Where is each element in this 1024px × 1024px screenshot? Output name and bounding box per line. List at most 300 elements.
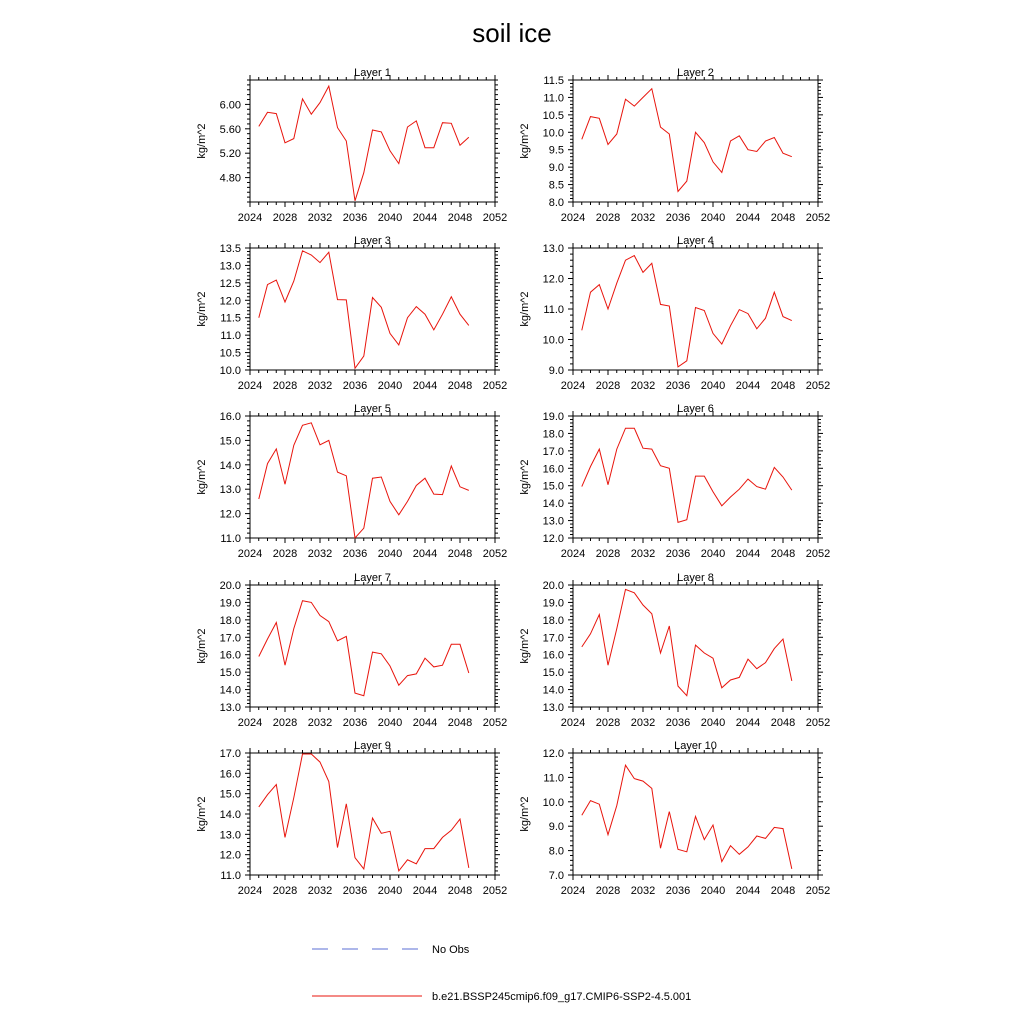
y-tick-label: 11.5 xyxy=(220,312,241,325)
y-tick-label: 15.0 xyxy=(542,480,564,493)
x-tick-label: 2048 xyxy=(447,717,473,729)
data-point xyxy=(704,142,705,143)
data-point xyxy=(660,848,661,849)
x-tick-label: 2036 xyxy=(342,212,368,224)
data-point xyxy=(765,489,766,490)
data-point xyxy=(337,847,338,848)
data-point xyxy=(433,848,434,849)
data-point xyxy=(468,325,469,326)
x-tick-label: 2032 xyxy=(630,380,656,392)
y-tick-label: 16.0 xyxy=(219,768,241,781)
data-point xyxy=(677,522,678,523)
x-tick-label: 2048 xyxy=(770,717,796,729)
panel-layer-3 xyxy=(196,235,507,392)
y-tick-label: 9.5 xyxy=(548,144,564,157)
panel-layer-4 xyxy=(519,235,830,392)
y-tick-label: 6.00 xyxy=(219,99,241,112)
data-point xyxy=(311,602,312,603)
data-point xyxy=(328,781,329,782)
y-tick-label: 11.0 xyxy=(543,772,564,785)
data-point xyxy=(346,299,347,300)
y-tick-label: 7.0 xyxy=(548,870,564,882)
x-tick-label: 2052 xyxy=(805,717,831,729)
data-point xyxy=(686,695,687,696)
data-point xyxy=(651,263,652,264)
x-tick-label: 2044 xyxy=(735,717,761,729)
x-tick-label: 2040 xyxy=(700,380,726,392)
plot-frame xyxy=(573,80,818,202)
data-point xyxy=(381,833,382,834)
data-point xyxy=(381,131,382,132)
x-tick-label: 2036 xyxy=(342,717,368,729)
x-tick-label: 2028 xyxy=(595,885,621,897)
y-tick-label: 18.0 xyxy=(219,614,241,627)
data-point xyxy=(293,138,294,139)
panel-layer-10 xyxy=(519,740,830,897)
legend xyxy=(312,944,691,1003)
data-point xyxy=(459,818,460,819)
panel-layer-7 xyxy=(196,572,507,729)
data-point xyxy=(791,156,792,157)
y-tick-label: 12.0 xyxy=(219,295,241,308)
data-point xyxy=(276,622,277,623)
data-point xyxy=(267,794,268,795)
y-tick-label: 12.0 xyxy=(219,849,241,862)
x-tick-label: 2052 xyxy=(482,212,508,224)
data-point xyxy=(267,112,268,113)
data-point xyxy=(642,97,643,98)
x-tick-label: 2048 xyxy=(447,212,473,224)
x-tick-label: 2032 xyxy=(307,380,333,392)
y-tick-label: 19.0 xyxy=(542,597,564,610)
data-point xyxy=(730,140,731,141)
y-tick-label: 14.0 xyxy=(219,459,241,472)
data-point xyxy=(747,658,748,659)
panels xyxy=(196,67,830,897)
data-point xyxy=(581,486,582,487)
data-point xyxy=(686,360,687,361)
data-point xyxy=(599,804,600,805)
x-tick-label: 2040 xyxy=(377,380,403,392)
data-point xyxy=(372,478,373,479)
y-tick-label: 10.0 xyxy=(219,365,241,377)
data-point xyxy=(660,304,661,305)
data-point xyxy=(276,784,277,785)
plot-frame xyxy=(250,585,495,707)
y-tick-label: 12.0 xyxy=(542,273,564,286)
panel-layer-9 xyxy=(196,740,507,897)
data-point xyxy=(276,448,277,449)
data-point xyxy=(319,262,320,263)
x-tick-label: 2032 xyxy=(630,885,656,897)
data-point xyxy=(293,281,294,282)
panel-title: Layer 3 xyxy=(354,235,391,247)
data-point xyxy=(302,753,303,754)
data-point xyxy=(328,86,329,87)
x-tick-label: 2044 xyxy=(735,885,761,897)
series-line xyxy=(582,428,792,522)
x-tick-label: 2048 xyxy=(447,548,473,560)
data-point xyxy=(267,638,268,639)
data-point xyxy=(669,811,670,812)
data-point xyxy=(416,485,417,486)
data-point xyxy=(704,652,705,653)
data-point xyxy=(363,868,364,869)
data-point xyxy=(739,309,740,310)
data-point xyxy=(311,422,312,423)
data-point xyxy=(459,486,460,487)
y-tick-label: 13.0 xyxy=(219,829,241,842)
data-point xyxy=(756,151,757,152)
series-line xyxy=(259,86,469,201)
data-point xyxy=(372,297,373,298)
data-point xyxy=(293,797,294,798)
plot-frame xyxy=(573,753,818,875)
x-tick-label: 2044 xyxy=(412,885,438,897)
panel-title: Layer 10 xyxy=(674,740,717,752)
data-point xyxy=(372,129,373,130)
data-point xyxy=(651,613,652,614)
x-tick-label: 2044 xyxy=(735,548,761,560)
y-tick-label: 14.0 xyxy=(542,684,564,697)
y-tick-label: 16.0 xyxy=(542,649,564,662)
data-point xyxy=(686,519,687,520)
data-point xyxy=(747,846,748,847)
data-point xyxy=(669,133,670,134)
data-point xyxy=(276,279,277,280)
x-tick-label: 2036 xyxy=(342,548,368,560)
x-tick-label: 2044 xyxy=(735,380,761,392)
y-tick-label: 13.0 xyxy=(542,702,564,714)
y-tick-label: 8.5 xyxy=(548,179,564,192)
y-axis-label: kg/m^2 xyxy=(196,123,208,159)
data-point xyxy=(276,113,277,114)
data-point xyxy=(730,496,731,497)
y-tick-label: 4.80 xyxy=(219,172,241,185)
data-point xyxy=(416,863,417,864)
data-point xyxy=(337,299,338,300)
data-point xyxy=(398,514,399,515)
data-point xyxy=(302,250,303,251)
data-point xyxy=(782,316,783,317)
data-point xyxy=(381,476,382,477)
data-point xyxy=(363,695,364,696)
x-tick-label: 2052 xyxy=(805,885,831,897)
data-point xyxy=(774,292,775,293)
data-point xyxy=(581,139,582,140)
legend-label-model: b.e21.BSSP245cmip6.f09_g17.CMIP6-SSP2-4.5.001 xyxy=(432,991,692,1003)
data-point xyxy=(451,465,452,466)
x-tick-label: 2048 xyxy=(447,380,473,392)
x-tick-label: 2032 xyxy=(307,548,333,560)
data-point xyxy=(258,656,259,657)
panel-layer-2 xyxy=(519,67,830,224)
data-point xyxy=(381,653,382,654)
data-point xyxy=(721,505,722,506)
data-point xyxy=(581,646,582,647)
x-tick-label: 2036 xyxy=(665,212,691,224)
data-point xyxy=(590,292,591,293)
x-tick-label: 2028 xyxy=(272,717,298,729)
data-point xyxy=(389,831,390,832)
data-point xyxy=(721,861,722,862)
data-point xyxy=(302,425,303,426)
x-tick-label: 2036 xyxy=(665,548,691,560)
data-point xyxy=(433,329,434,330)
data-point xyxy=(669,468,670,469)
data-point xyxy=(791,489,792,490)
x-tick-label: 2032 xyxy=(630,548,656,560)
y-tick-label: 19.0 xyxy=(542,411,564,423)
data-point xyxy=(774,137,775,138)
data-point xyxy=(599,284,600,285)
data-point xyxy=(712,161,713,162)
series-line xyxy=(259,754,469,871)
data-point xyxy=(616,282,617,283)
y-tick-label: 18.0 xyxy=(542,428,564,441)
y-axis-label: kg/m^2 xyxy=(196,796,208,832)
data-point xyxy=(599,614,600,615)
data-point xyxy=(328,621,329,622)
data-point xyxy=(765,140,766,141)
data-point xyxy=(311,753,312,754)
y-tick-label: 11.0 xyxy=(220,533,241,545)
x-tick-label: 2036 xyxy=(665,380,691,392)
data-point xyxy=(319,102,320,103)
data-point xyxy=(293,445,294,446)
x-tick-label: 2036 xyxy=(665,885,691,897)
data-point xyxy=(599,118,600,119)
panel-title: Layer 4 xyxy=(677,235,714,247)
figure-title: soil ice xyxy=(472,18,552,48)
data-point xyxy=(284,142,285,143)
data-point xyxy=(721,343,722,344)
y-tick-label: 11.5 xyxy=(543,75,564,87)
plot-frame xyxy=(250,248,495,370)
data-point xyxy=(660,652,661,653)
data-point xyxy=(258,498,259,499)
y-tick-label: 17.0 xyxy=(542,445,564,458)
data-point xyxy=(695,645,696,646)
data-point xyxy=(468,137,469,138)
data-point xyxy=(660,126,661,127)
y-tick-label: 12.0 xyxy=(542,533,564,545)
data-point xyxy=(774,467,775,468)
data-point xyxy=(677,191,678,192)
y-tick-label: 13.0 xyxy=(219,702,241,714)
x-tick-label: 2040 xyxy=(700,548,726,560)
data-point xyxy=(747,313,748,314)
data-point xyxy=(616,628,617,629)
data-point xyxy=(354,200,355,201)
y-tick-label: 15.0 xyxy=(219,788,241,801)
data-point xyxy=(424,658,425,659)
x-tick-label: 2052 xyxy=(482,717,508,729)
data-point xyxy=(721,172,722,173)
data-point xyxy=(590,466,591,467)
data-point xyxy=(284,665,285,666)
data-point xyxy=(468,867,469,868)
y-tick-label: 15.0 xyxy=(219,667,241,680)
data-point xyxy=(625,765,626,766)
data-point xyxy=(337,472,338,473)
data-point xyxy=(747,478,748,479)
x-tick-label: 2028 xyxy=(595,548,621,560)
data-point xyxy=(258,806,259,807)
data-point xyxy=(354,537,355,538)
data-point xyxy=(616,805,617,806)
data-point xyxy=(581,815,582,816)
data-point xyxy=(398,163,399,164)
x-tick-label: 2048 xyxy=(770,548,796,560)
x-tick-label: 2052 xyxy=(805,212,831,224)
x-tick-label: 2048 xyxy=(770,885,796,897)
data-point xyxy=(695,476,696,477)
data-point xyxy=(363,528,364,529)
data-point xyxy=(669,305,670,306)
x-tick-label: 2024 xyxy=(237,212,263,224)
y-tick-label: 11.0 xyxy=(220,330,241,343)
data-point xyxy=(346,636,347,637)
data-point xyxy=(695,816,696,817)
data-point xyxy=(739,854,740,855)
data-point xyxy=(607,144,608,145)
x-tick-label: 2040 xyxy=(377,717,403,729)
data-point xyxy=(590,633,591,634)
x-tick-label: 2044 xyxy=(412,548,438,560)
data-point xyxy=(354,368,355,369)
data-point xyxy=(677,849,678,850)
x-tick-label: 2052 xyxy=(482,548,508,560)
y-tick-label: 13.0 xyxy=(219,260,241,273)
data-point xyxy=(686,851,687,852)
data-point xyxy=(791,320,792,321)
y-tick-label: 11.0 xyxy=(543,92,564,105)
data-point xyxy=(451,830,452,831)
data-point xyxy=(642,604,643,605)
data-point xyxy=(451,644,452,645)
panel-layer-5 xyxy=(196,403,507,560)
data-point xyxy=(416,673,417,674)
series-line xyxy=(259,251,469,368)
y-axis-label: kg/m^2 xyxy=(519,796,531,832)
data-point xyxy=(337,640,338,641)
data-point xyxy=(730,325,731,326)
y-tick-label: 17.0 xyxy=(219,632,241,645)
y-tick-label: 10.5 xyxy=(219,347,241,360)
data-point xyxy=(651,788,652,789)
data-point xyxy=(607,308,608,309)
y-tick-label: 16.0 xyxy=(542,463,564,476)
data-point xyxy=(590,116,591,117)
data-point xyxy=(284,837,285,838)
panel-layer-8 xyxy=(519,572,830,729)
data-point xyxy=(302,98,303,99)
data-point xyxy=(599,449,600,450)
data-point xyxy=(346,475,347,476)
y-tick-label: 12.0 xyxy=(542,748,564,760)
x-tick-label: 2032 xyxy=(630,212,656,224)
x-tick-label: 2028 xyxy=(272,212,298,224)
x-tick-label: 2024 xyxy=(560,885,586,897)
data-point xyxy=(704,476,705,477)
data-point xyxy=(634,778,635,779)
data-point xyxy=(398,344,399,345)
x-tick-label: 2036 xyxy=(342,885,368,897)
x-tick-label: 2044 xyxy=(412,212,438,224)
data-point xyxy=(756,835,757,836)
data-point xyxy=(389,665,390,666)
data-point xyxy=(634,106,635,107)
data-point xyxy=(267,463,268,464)
data-point xyxy=(424,147,425,148)
panel-layer-1 xyxy=(196,67,507,224)
data-point xyxy=(739,135,740,136)
data-point xyxy=(459,145,460,146)
y-tick-label: 9.0 xyxy=(548,365,564,377)
series-line xyxy=(582,589,792,695)
panel-layer-6 xyxy=(519,403,830,560)
x-tick-label: 2024 xyxy=(237,885,263,897)
data-point xyxy=(328,252,329,253)
data-point xyxy=(756,668,757,669)
x-tick-label: 2040 xyxy=(377,548,403,560)
data-point xyxy=(625,260,626,261)
y-tick-label: 14.0 xyxy=(542,498,564,511)
data-point xyxy=(712,333,713,334)
data-point xyxy=(407,317,408,318)
y-tick-label: 8.0 xyxy=(548,845,564,858)
data-point xyxy=(389,333,390,334)
data-point xyxy=(625,589,626,590)
data-point xyxy=(634,428,635,429)
data-point xyxy=(739,677,740,678)
y-tick-label: 14.0 xyxy=(219,809,241,821)
data-point xyxy=(756,486,757,487)
data-point xyxy=(712,658,713,659)
data-point xyxy=(451,296,452,297)
data-point xyxy=(782,828,783,829)
y-tick-label: 16.0 xyxy=(219,649,241,662)
x-tick-label: 2044 xyxy=(735,212,761,224)
data-point xyxy=(381,307,382,308)
data-point xyxy=(774,827,775,828)
data-point xyxy=(581,330,582,331)
data-point xyxy=(634,255,635,256)
data-point xyxy=(712,491,713,492)
data-point xyxy=(712,824,713,825)
x-tick-label: 2024 xyxy=(237,380,263,392)
data-point xyxy=(354,857,355,858)
y-tick-label: 8.0 xyxy=(548,197,564,209)
x-tick-label: 2052 xyxy=(482,380,508,392)
data-point xyxy=(407,501,408,502)
x-tick-label: 2028 xyxy=(272,885,298,897)
data-point xyxy=(433,666,434,667)
y-tick-label: 14.0 xyxy=(219,684,241,697)
x-tick-label: 2048 xyxy=(770,212,796,224)
y-tick-label: 13.5 xyxy=(219,243,241,255)
data-point xyxy=(747,149,748,150)
data-point xyxy=(398,685,399,686)
data-point xyxy=(407,126,408,127)
data-point xyxy=(739,489,740,490)
x-tick-label: 2024 xyxy=(560,548,586,560)
data-point xyxy=(468,672,469,673)
data-point xyxy=(765,662,766,663)
x-tick-label: 2048 xyxy=(770,380,796,392)
x-tick-label: 2040 xyxy=(377,212,403,224)
